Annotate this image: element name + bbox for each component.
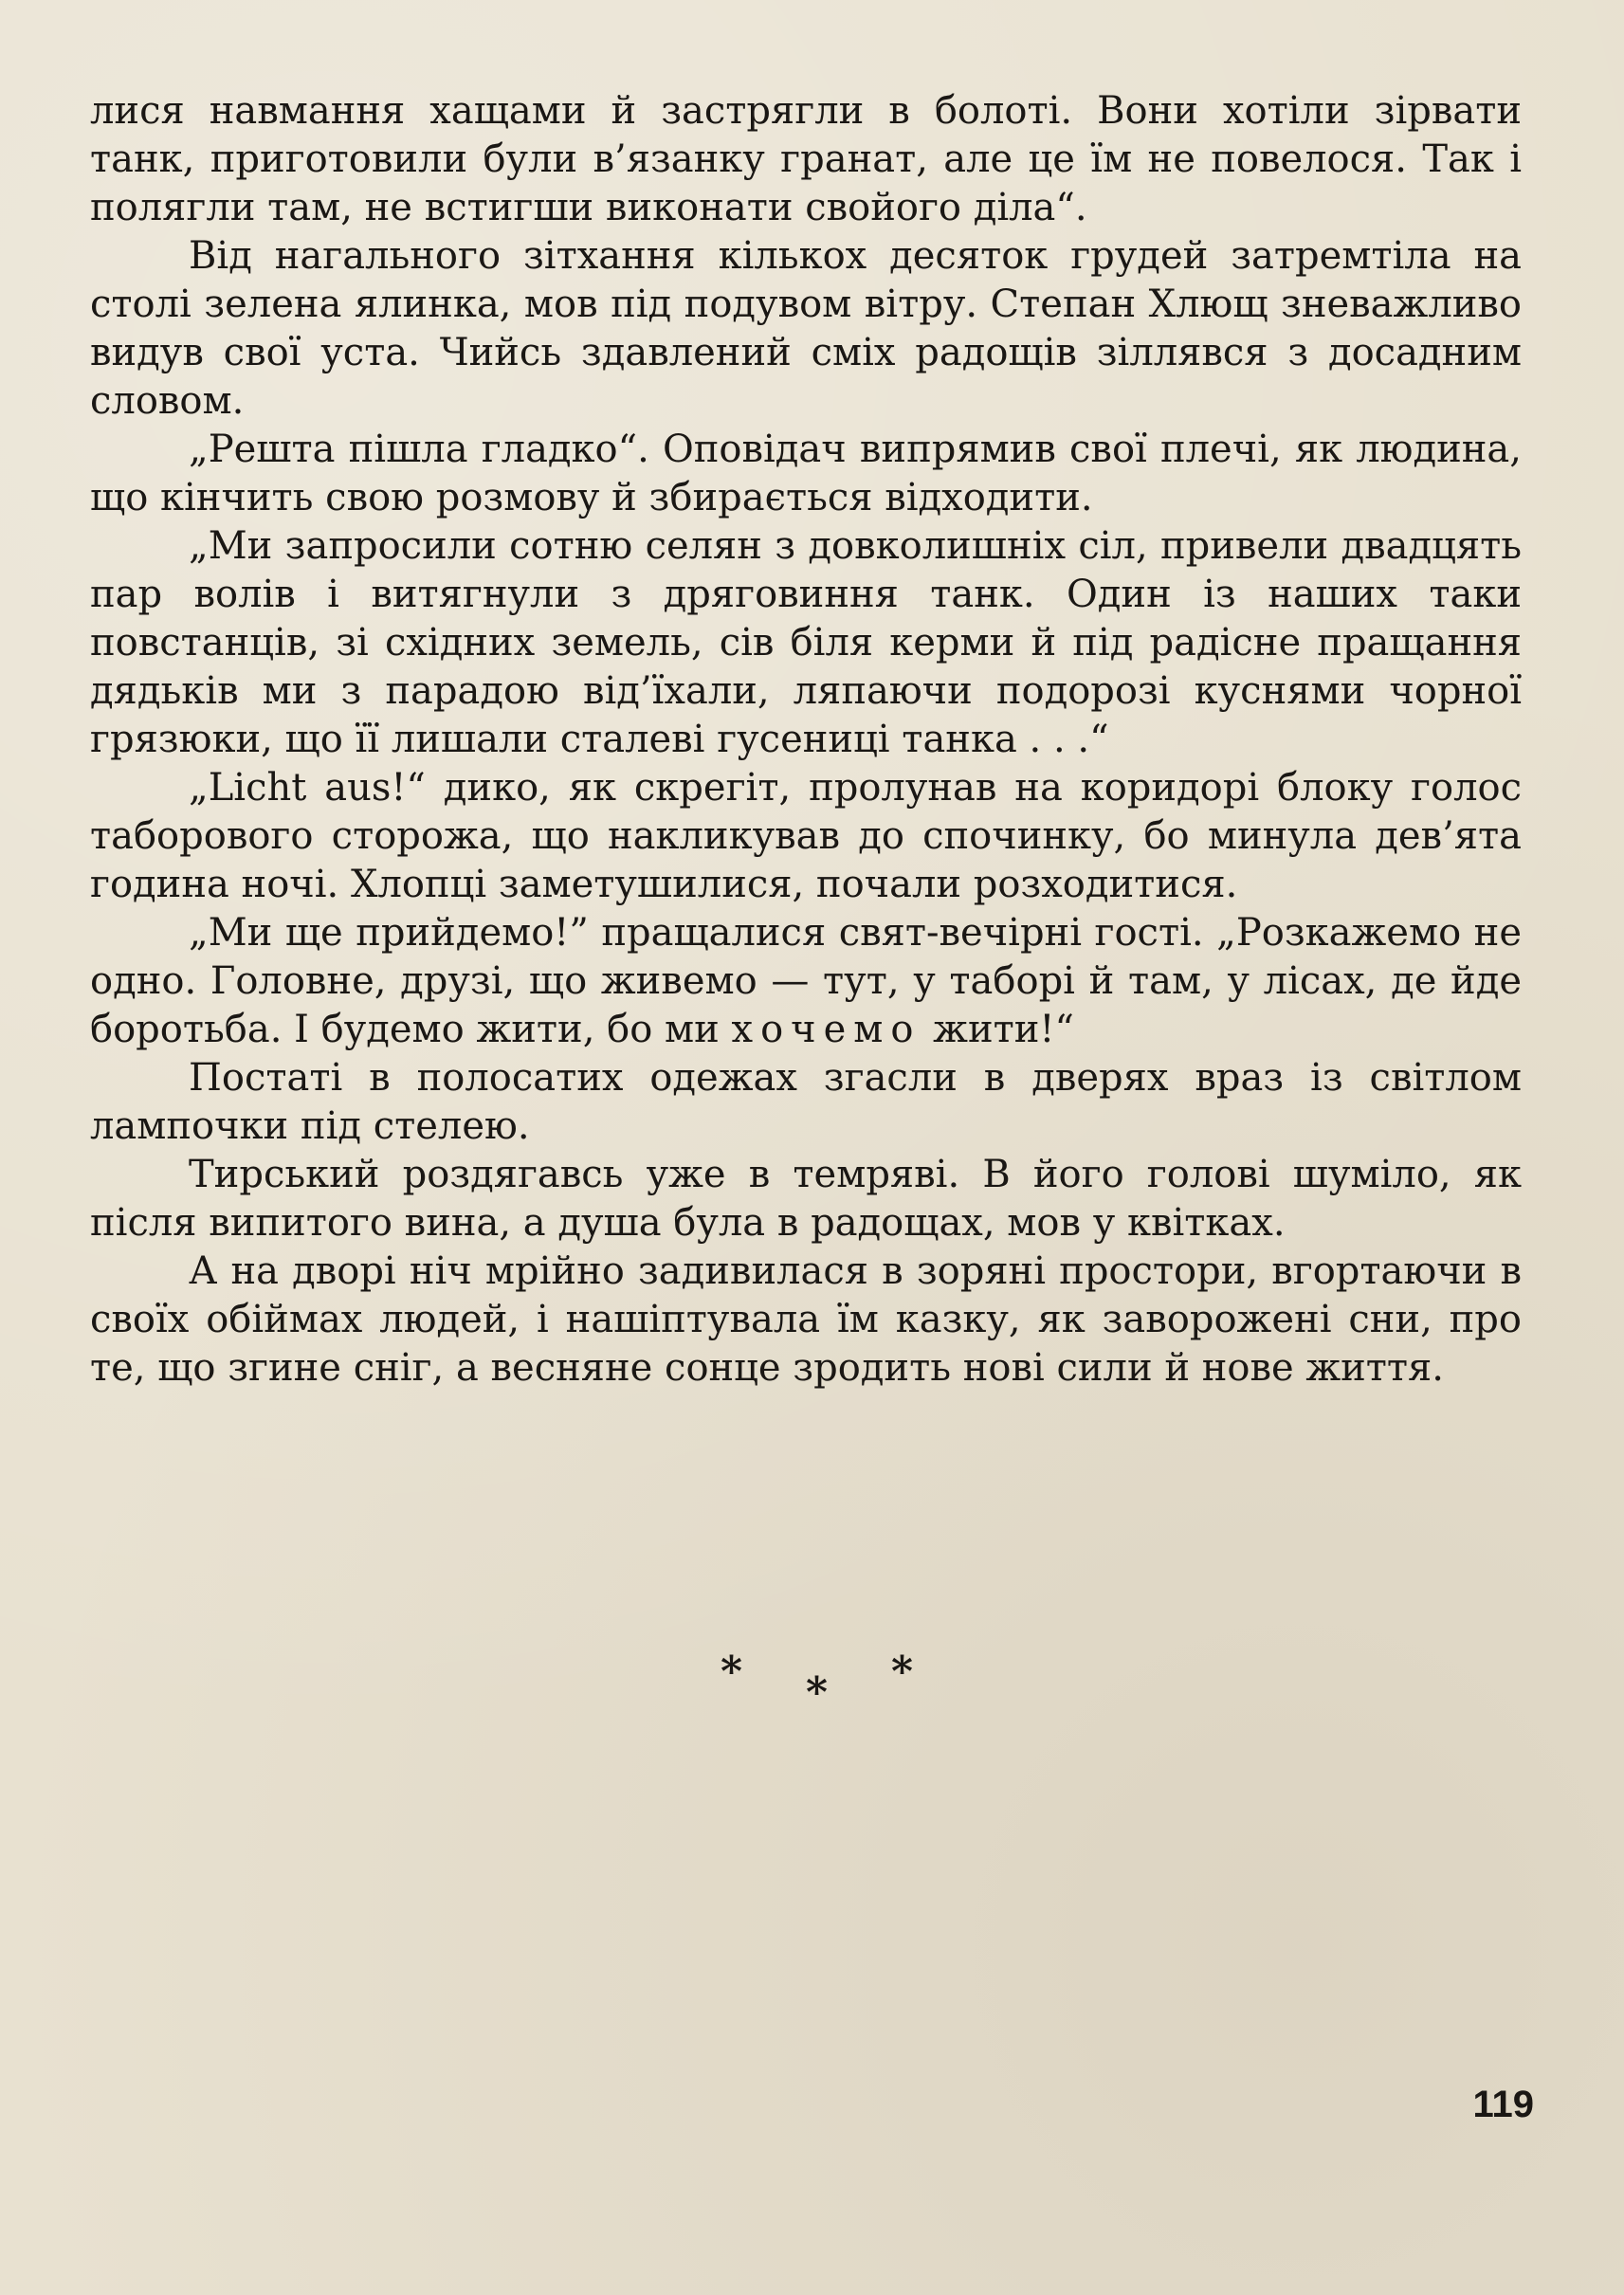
paragraph: Від нагального зітхання кількох десяток грудей затремтіла на столі зелена ялинка, мов під подувом вітру. Степан Хлющ зневажливо видув свої уста. Чийсь здавлений сміх радощів зіллявся з досадним словом.: [90, 234, 1522, 423]
emphasized-word: хочемо: [731, 1008, 921, 1051]
page-number: 119: [1472, 2084, 1534, 2125]
paragraph: „Licht aus!“ дико, як скрегіт, пролунав на коридорі блоку голос таборового сторожа, що накликував до спочинку, бо минула дев’ята година ночі. Хлопці заметушилися, почали розходитися.: [90, 766, 1522, 906]
paragraph-text: жити!“: [921, 1008, 1074, 1051]
paragraph: лися навмання хащами й застрягли в болоті. Вони хотіли зірвати танк, приготовили були в’язанку гранат, але це їм не повелося. Так і полягли там, не встигши виконати свойого діла“.: [90, 89, 1522, 229]
section-separator: [721, 1648, 939, 1717]
asterisk: *: [806, 1668, 829, 1717]
paragraph: А на дворі ніч мрійно задивилася в зоряні простори, вгортаючи в своїх обіймах людей, і нашіптувала їм казку, як заворожені сни, про те, що згине сніг, а весняне сонце зродить нові сили й нове життя.: [90, 1249, 1522, 1390]
paragraph: „Решта пішла гладко“. Оповідач випрямив свої плечі, як людина, що кінчить свою розмову й збирається відходити.: [90, 428, 1522, 519]
paragraph: Тирський роздягавсь уже в темряві. В його голові шуміло, як після випитого вина, а душа була в радощах, мов у квітках.: [90, 1153, 1522, 1245]
paragraph: „Ми запросили сотню селян з довколишніх сіл, привели двадцять пар волів і витягнули з дряговиння танк. Один із наших таки повстанців, зі східних земель, сів біля керми й під радісне пращання дядьків ми з парадою від’їхали, ляпаючи подорозі куснями чорної грязюки, що її лишали сталеві гусениці танка . . .“: [90, 524, 1522, 761]
paragraph: Постаті в полосатих одежах згасли в дверях враз із світлом лампочки під стелею.: [90, 1056, 1522, 1148]
paragraph: [90, 909, 1522, 1054]
asterisk: *: [721, 1648, 743, 1696]
body-text: [90, 87, 1522, 1393]
asterisk: *: [891, 1648, 914, 1696]
paragraph-text: „Ми ще прийдемо!” пращалися свят-вечірні гості. „Розкажемо не одно. Головне, друзі, що живемо — тут, у таборі й там, у лісах, де йде боротьба. І будемо жити, бо ми: [90, 911, 1522, 1051]
